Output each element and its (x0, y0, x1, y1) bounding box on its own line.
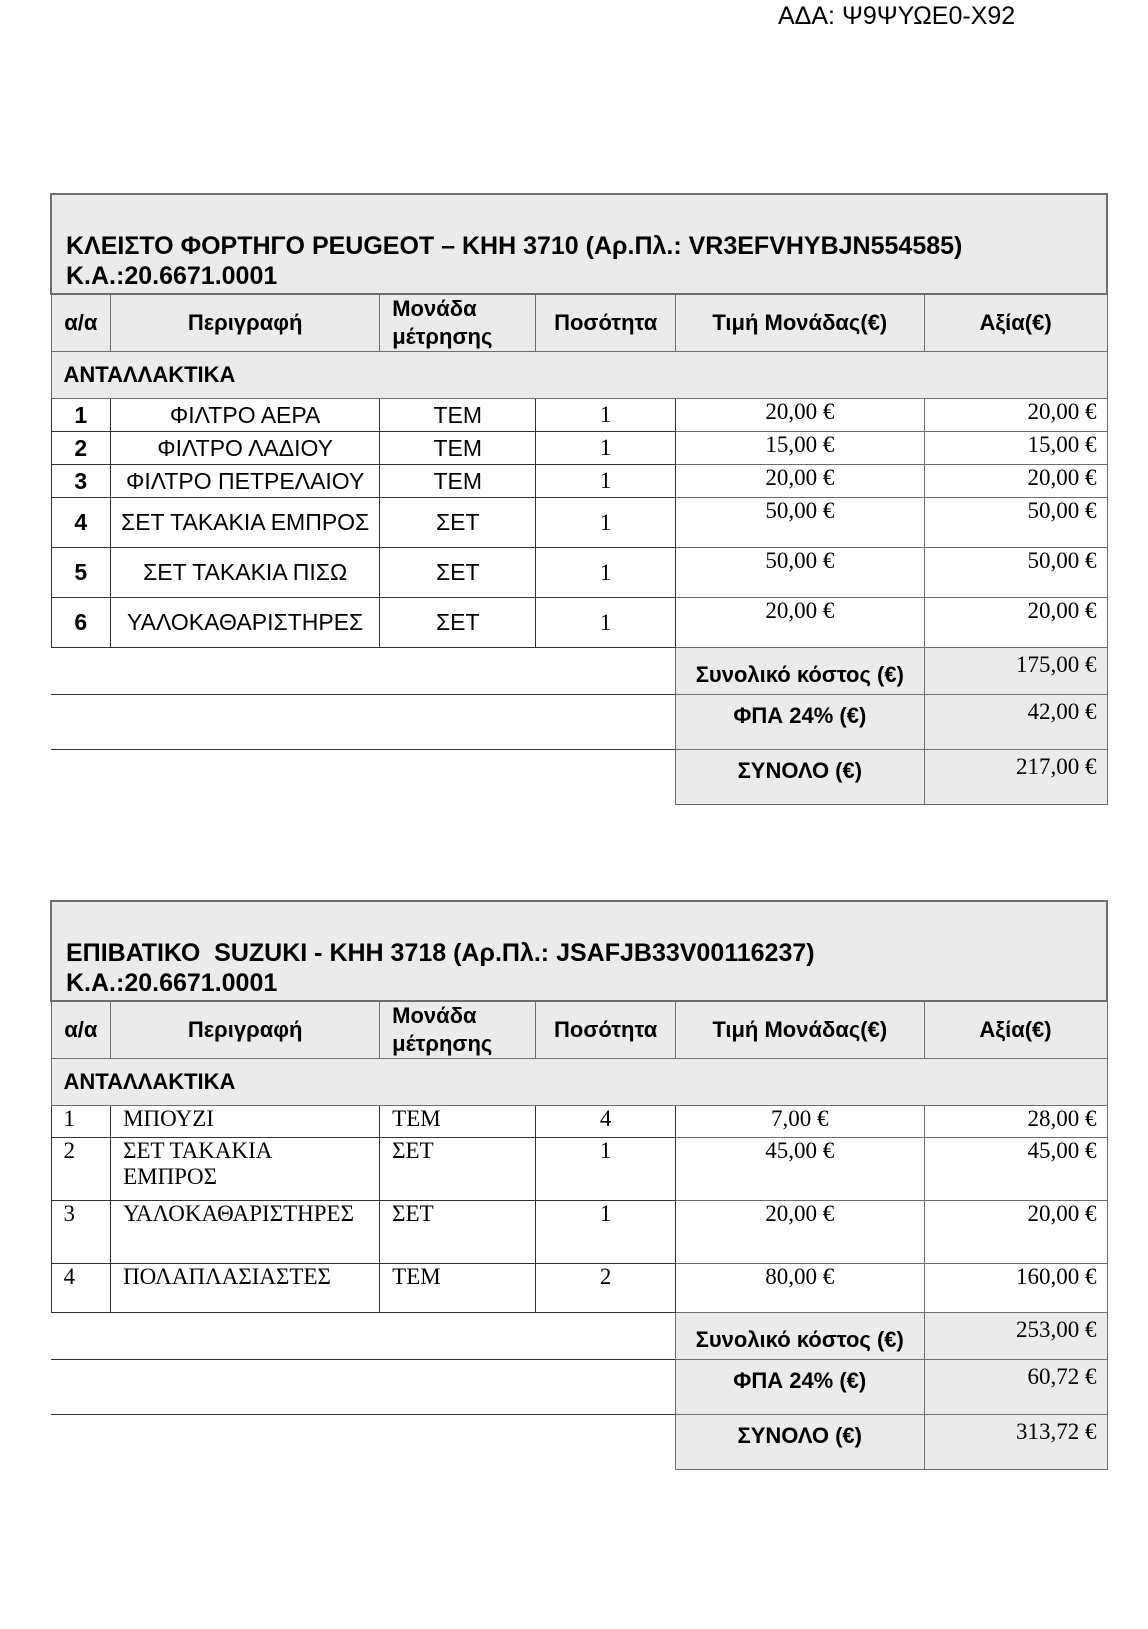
row-value: 50,00 € (924, 498, 1107, 548)
row-quantity: 1 (536, 498, 676, 548)
category-label: ΑΝΤΑΛΛΑΚΤΙΚΑ (51, 352, 1107, 399)
table-row (51, 1106, 1107, 1138)
total-value: 217,00 € (924, 750, 1107, 805)
row-unit: ΣΕΤ (380, 1138, 536, 1201)
ada-code: ΑΔΑ: Ψ9ΨΥΩΕ0-Χ92 (778, 2, 1016, 30)
row-value: 20,00 € (924, 1201, 1107, 1264)
row-aa: 2 (51, 432, 111, 465)
subtotal-row (51, 648, 1107, 695)
row-description: ΣΕΤ ΤΑΚΑΚΙΑ ΕΜΠΡΟΣ (111, 498, 380, 548)
col-header-unit-price: Τιμή Μονάδας(€) (675, 1001, 924, 1059)
invoice-table-suzuki (50, 900, 1108, 1470)
row-quantity: 1 (536, 548, 676, 598)
col-header-quantity: Ποσότητα (536, 1001, 676, 1059)
row-quantity: 1 (536, 465, 676, 498)
column-header-row (51, 294, 1107, 352)
total-row (51, 750, 1107, 805)
col-header-value: Αξία(€) (924, 1001, 1107, 1059)
table-row (51, 498, 1107, 548)
vat-value: 60,72 € (924, 1360, 1107, 1415)
row-unit-price: 20,00 € (676, 399, 925, 432)
row-value: 20,00 € (924, 598, 1107, 648)
row-description: ΠΟΛΑΠΛΑΣΙΑΣΤΕΣ (111, 1264, 380, 1313)
subtotal-value: 175,00 € (924, 648, 1107, 695)
row-description: ΜΠΟΥΖΙ (111, 1106, 380, 1138)
row-unit-price: 20,00 € (675, 1201, 924, 1264)
row-unit-price: 45,00 € (675, 1138, 924, 1201)
row-description: ΦΙΛΤΡΟ ΑΕΡΑ (111, 399, 380, 432)
row-unit-price: 80,00 € (675, 1264, 924, 1313)
total-value: 313,72 € (924, 1415, 1107, 1470)
row-aa: 1 (51, 399, 111, 432)
col-header-value: Αξία(€) (924, 294, 1107, 352)
row-aa: 3 (51, 465, 111, 498)
vat-value: 42,00 € (924, 695, 1107, 750)
row-unit: ΣΕΤ (380, 498, 536, 548)
row-aa: 4 (51, 1264, 111, 1313)
col-header-description: Περιγραφή (111, 1001, 380, 1059)
row-unit-price: 20,00 € (676, 465, 925, 498)
category-label: ΑΝΤΑΛΛΑΚΤΙΚΑ (51, 1059, 1107, 1106)
col-header-aa: α/α (51, 294, 111, 352)
col-header-unit: Μονάδα μέτρησης (380, 294, 536, 352)
col-header-description: Περιγραφή (111, 294, 380, 352)
row-unit: ΣΕΤ (380, 548, 536, 598)
col-header-unit-price: Τιμή Μονάδας(€) (676, 294, 925, 352)
row-quantity: 4 (536, 1106, 676, 1138)
row-value: 160,00 € (924, 1264, 1107, 1313)
col-header-quantity: Ποσότητα (536, 294, 676, 352)
table-row (51, 432, 1107, 465)
row-unit: ΤΕΜ (380, 465, 536, 498)
budget-code: Κ.Α.:20.6671.0001 (66, 262, 278, 290)
column-header-row (51, 1001, 1107, 1059)
table-row (51, 598, 1107, 648)
table-row (51, 1264, 1107, 1313)
vat-label: ΦΠΑ 24% (€) (676, 695, 925, 750)
row-value: 20,00 € (924, 399, 1107, 432)
row-description: ΣΕΤ ΤΑΚΑΚΙΑ ΠΙΣΩ (111, 548, 380, 598)
row-quantity: 1 (536, 1138, 676, 1201)
row-description: ΣΕΤ ΤΑΚΑΚΙΑ ΕΜΠΡΟΣ (111, 1138, 380, 1201)
row-quantity: 1 (536, 1201, 676, 1264)
vat-label: ΦΠΑ 24% (€) (675, 1360, 924, 1415)
table-row (51, 1138, 1107, 1201)
row-unit: ΣΕΤ (380, 598, 536, 648)
row-aa: 1 (51, 1106, 111, 1138)
row-unit: ΤΕΜ (380, 399, 536, 432)
row-unit: ΣΕΤ (380, 1201, 536, 1264)
row-value: 50,00 € (924, 548, 1107, 598)
row-aa: 3 (51, 1201, 111, 1264)
subtotal-label: Συνολικό κόστος (€) (676, 648, 925, 695)
total-label: ΣΥΝΟΛΟ (€) (675, 1415, 924, 1470)
row-unit-price: 20,00 € (676, 598, 925, 648)
invoice-table-peugeot (50, 193, 1108, 805)
table-row (51, 548, 1107, 598)
row-unit: ΤΕΜ (380, 1264, 536, 1313)
row-quantity: 1 (536, 432, 676, 465)
row-aa: 4 (51, 498, 111, 548)
vat-row (51, 695, 1107, 750)
row-quantity: 2 (536, 1264, 676, 1313)
subtotal-label: Συνολικό κόστος (€) (675, 1313, 924, 1360)
row-value: 20,00 € (924, 465, 1107, 498)
vat-row (51, 1360, 1107, 1415)
budget-code: Κ.Α.:20.6671.0001 (66, 969, 278, 997)
row-unit-price: 50,00 € (676, 548, 925, 598)
total-row (51, 1415, 1107, 1470)
col-header-aa: α/α (51, 1001, 111, 1059)
subtotal-row (51, 1313, 1107, 1360)
row-description: ΦΙΛΤΡΟ ΛΑΔΙΟΥ (111, 432, 380, 465)
row-value: 15,00 € (924, 432, 1107, 465)
row-unit: ΤΕΜ (380, 432, 536, 465)
row-unit-price: 7,00 € (675, 1106, 924, 1138)
table-row (51, 399, 1107, 432)
row-value: 28,00 € (924, 1106, 1107, 1138)
row-unit: ΤΕΜ (380, 1106, 536, 1138)
total-label: ΣΥΝΟΛΟ (€) (676, 750, 925, 805)
row-description: ΥΑΛΟΚΑΘΑΡΙΣΤΗΡΕΣ (111, 1201, 380, 1264)
vehicle-title-line1: ΕΠΙΒΑΤΙΚΟ SUZUKI - ΚΗΗ 3718 (Αρ.Πλ.: JSAFJB33V00116237) (66, 939, 815, 967)
row-quantity: 1 (536, 598, 676, 648)
row-aa: 2 (51, 1138, 111, 1201)
vehicle-title-line1: ΚΛΕΙΣΤΟ ΦΟΡΤΗΓΟ PEUGEOT – ΚΗΗ 3710 (Αρ.Πλ.: VR3EFVHYBJN554585) (66, 232, 963, 260)
vehicle-title (51, 194, 1107, 294)
row-aa: 5 (51, 548, 111, 598)
vehicle-title (51, 901, 1107, 1001)
table-row (51, 1201, 1107, 1264)
row-value: 45,00 € (924, 1138, 1107, 1201)
row-description: ΦΙΛΤΡΟ ΠΕΤΡΕΛΑΙΟΥ (111, 465, 380, 498)
row-quantity: 1 (536, 399, 676, 432)
row-description: ΥΑΛΟΚΑΘΑΡΙΣΤΗΡΕΣ (111, 598, 380, 648)
row-unit-price: 50,00 € (676, 498, 925, 548)
subtotal-value: 253,00 € (924, 1313, 1107, 1360)
table-row (51, 465, 1107, 498)
row-unit-price: 15,00 € (676, 432, 925, 465)
col-header-unit: Μονάδα μέτρησης (380, 1001, 536, 1059)
row-aa: 6 (51, 598, 111, 648)
